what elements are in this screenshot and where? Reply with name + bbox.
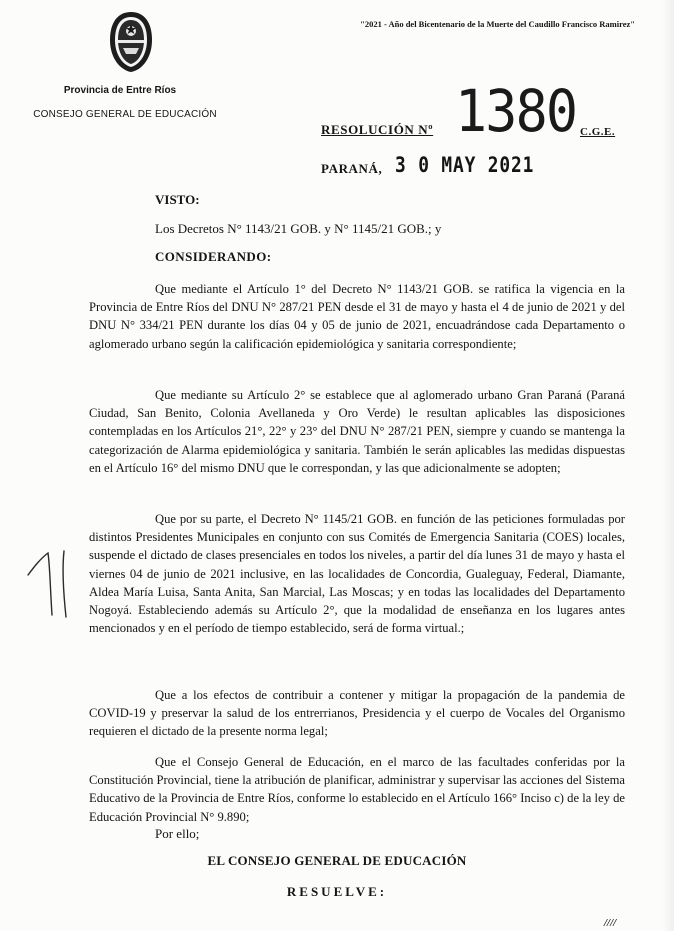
por-ello-text: Por ello; — [155, 826, 200, 841]
visto-text: Los Decretos N° 1143/21 GOB. y N° 1145/21 GOB.; y — [155, 221, 442, 236]
resolving-body: EL CONSEJO GENERAL DE EDUCACIÓN — [207, 853, 467, 868]
resolution-date-stamp: 3 0 MAY 2021 — [395, 153, 535, 177]
resolution-label: RESOLUCIÓN Nº — [321, 122, 434, 137]
considerando-paragraph: Que a los efectos de contribuir a contener y mitigar la propagación de la pandemia de COVID-19 y preservar la salud de los entrerrianos, Presidencia y el cuerpo de Vocales del Organismo requieren el dictado de la presente norma legal; — [89, 688, 625, 739]
year-motto: "2021 - Año del Bicentenario de la Muerte del Caudillo Francisco Ramirez" — [360, 19, 635, 29]
resolution-suffix: C.G.E. — [580, 126, 616, 138]
resolution-place: PARANÁ, — [321, 161, 383, 176]
provincial-seal-icon — [108, 10, 154, 74]
considerando-paragraph: Que por su parte, el Decreto N° 1145/21 GOB. en función de las peticiones formuladas por distintos Presidentes Municipales en conjunto con sus Comités de Emergencia Sanitaria (COES) locales, suspende el dictado de clases presenciales en todos los niveles, a partir del día lunes 31 de mayo y hasta el viernes 04 de junio de 2021 inclusive, en las localidades de Concordia, Gualeguay, Federal, Diamante, Aldea María Luisa, Santa Anita, San Marcial, Las Moscas; y en todas las localidades del Departamento Nogoyá. Estableciendo además su Artículo 2°, que la modalidad de enseñanza en los lugares antes mencionados y en el período de tiempo establecido, será de forma virtual.; — [89, 512, 625, 636]
considerando-paragraph: Que el Consejo General de Educación, en el marco de las facultades conferidas por la Constitución Provincial, tiene la atribución de planificar, administrar y supervisar las acciones del Sistema Educativo de la Provincia de Entre Ríos, conforme lo establecido en el Artículo 166° Inciso c) de la ley de Educación Provincial N° 9.890; — [89, 755, 625, 824]
considerando-paragraph: Que mediante el Artículo 1° del Decreto N° 1143/21 GOB. se ratifica la vigencia en la Provincia de Entre Ríos del DNU N° 287/21 PEN desde el 31 de mayo y hasta el 4 de junio de 2021 y del DNU N° 334/21 PEN durante los días 04 y 05 de junio de 2021, encuadrándose cada Departamento o aglomerado urbano según la calificación epidemiológica y sanitaria correspondiente; — [89, 282, 625, 351]
scan-edge-shadow — [662, 0, 674, 931]
considerando-paragraph: Que mediante su Artículo 2° se establece que al aglomerado urbano Gran Paraná (Paraná Ciudad, San Benito, Colonia Avellaneda y Oro Verde) le resultan aplicables las disposiciones contempladas en los Artículos 21°, 22° y 23° del DNU N° 287/21 PEN, siempre y cuando se mantenga la categorización de Alarma epidemiológica y sanitaria. También le serán aplicables las medidas dispuestas en el Artículo 16° del mismo DNU que le correspondan, y las que adicionalmente se adopten; — [89, 388, 625, 475]
considerando-heading: CONSIDERANDO: — [155, 249, 272, 264]
continuation-mark: //// — [604, 917, 617, 929]
resolution-number: 1380 — [455, 77, 577, 145]
council-name: CONSEJO GENERAL DE EDUCACIÓN — [33, 109, 217, 120]
handwritten-initial-mark — [24, 545, 84, 620]
resuelve-heading: RESUELVE: — [286, 884, 388, 899]
province-name: Provincia de Entre Ríos — [63, 85, 177, 96]
visto-heading: VISTO: — [155, 192, 200, 207]
